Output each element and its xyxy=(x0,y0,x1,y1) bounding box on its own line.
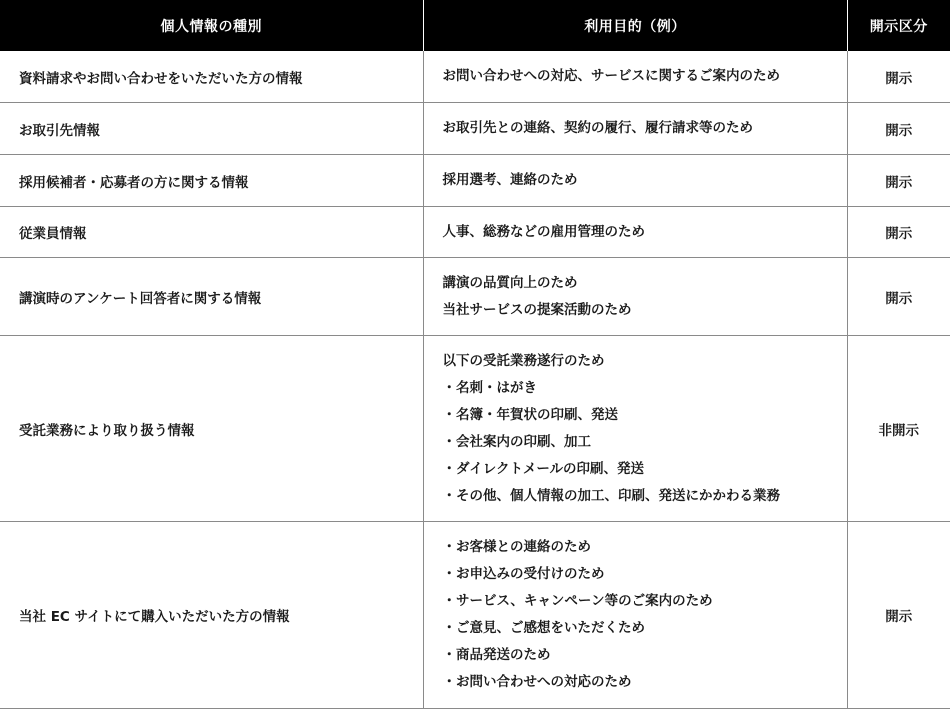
header-type: 個人情報の種別 xyxy=(0,0,423,51)
purpose-line: 当社サービスの提案活動のため xyxy=(442,301,632,318)
table-row xyxy=(0,336,950,522)
cell-status: 非開示 xyxy=(847,336,950,522)
table-body xyxy=(0,51,950,709)
table-row xyxy=(0,103,950,155)
cell-type: 資料請求やお問い合わせをいただいた方の情報 xyxy=(0,51,423,103)
purpose-line: 採用選考、連絡のため xyxy=(442,172,578,188)
cell-type: 当社 EC サイトにて購入いただいた方の情報 xyxy=(0,522,423,709)
purpose-line: お取引先との連絡、契約の履行、履行請求等のため xyxy=(442,120,753,136)
purpose-line: 講演の品質向上のため xyxy=(442,274,578,291)
cell-status: 開示 xyxy=(847,155,950,207)
cell-purpose xyxy=(423,336,847,522)
cell-purpose xyxy=(423,103,847,155)
table-row xyxy=(0,258,950,336)
purpose-line: ・お客様との連絡のため xyxy=(442,539,591,555)
cell-purpose xyxy=(423,207,847,258)
header-row xyxy=(0,0,950,51)
purpose-line: ・会社案内の印刷、加工 xyxy=(442,433,591,450)
purpose-line: ・ダイレクトメールの印刷、発送 xyxy=(442,460,645,477)
cell-type: 受託業務により取り扱う情報 xyxy=(0,336,423,522)
cell-status: 開示 xyxy=(847,103,950,155)
purpose-line: 以下の受託業務遂行のため xyxy=(442,352,605,369)
header-purpose: 利用目的（例） xyxy=(423,0,847,51)
cell-status: 開示 xyxy=(847,522,950,709)
purpose-line: ・名刺・はがき xyxy=(442,379,537,396)
cell-type: 従業員情報 xyxy=(0,207,423,258)
cell-purpose xyxy=(423,258,847,336)
table-row xyxy=(0,207,950,258)
cell-status: 開示 xyxy=(847,258,950,336)
table-row xyxy=(0,522,950,709)
table-header xyxy=(0,0,950,51)
purpose-line: 人事、総務などの雇用管理のため xyxy=(442,223,645,240)
cell-purpose xyxy=(423,522,847,709)
purpose-line: ・サービス、キャンペーン等のご案内のため xyxy=(442,593,713,609)
table-row xyxy=(0,155,950,207)
table-row xyxy=(0,51,950,103)
header-status: 開示区分 xyxy=(847,0,950,51)
purpose-line: ・その他、個人情報の加工、印刷、発送にかかわる業務 xyxy=(442,487,780,504)
purpose-line: ・お申込みの受付けのため xyxy=(442,566,605,582)
cell-purpose xyxy=(423,155,847,207)
cell-type: 講演時のアンケート回答者に関する情報 xyxy=(0,258,423,336)
purpose-line: ・名簿・年賀状の印刷、発送 xyxy=(442,406,618,423)
cell-status: 開示 xyxy=(847,207,950,258)
cell-type: お取引先情報 xyxy=(0,103,423,155)
cell-purpose xyxy=(423,51,847,103)
cell-type: 採用候補者・応募者の方に関する情報 xyxy=(0,155,423,207)
purpose-line: ・商品発送のため xyxy=(442,647,551,663)
purpose-line: お問い合わせへの対応、サービスに関するご案内のため xyxy=(442,68,780,84)
purpose-line: ・ご意見、ご感想をいただくため xyxy=(442,620,645,636)
purpose-line: ・お問い合わせへの対応のため xyxy=(442,674,632,690)
cell-status: 開示 xyxy=(847,51,950,103)
